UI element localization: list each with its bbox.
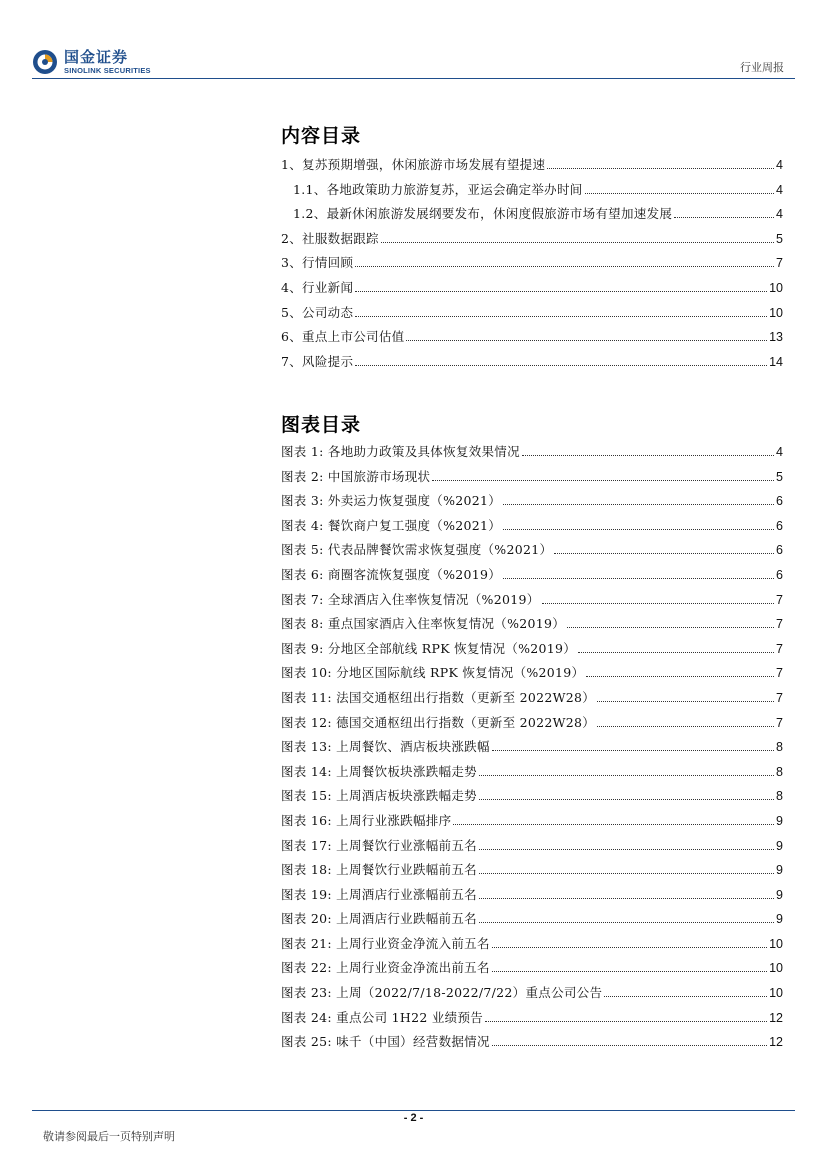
- toc-entry[interactable]: [281, 253, 783, 278]
- figure-entry-page: 6: [776, 567, 783, 582]
- figure-entry[interactable]: [281, 885, 783, 910]
- figure-entry-page: 10: [769, 961, 783, 976]
- figure-entry[interactable]: [281, 762, 783, 787]
- toc-entry-page: 10: [769, 280, 783, 295]
- figure-entry[interactable]: [281, 713, 783, 738]
- logo-english-name: SINOLINK SECURITIES: [64, 66, 151, 75]
- toc-entry-page: 4: [776, 182, 783, 197]
- dot-leader: [674, 217, 774, 218]
- dot-leader: [479, 775, 774, 776]
- dot-leader: [492, 750, 774, 751]
- dot-leader: [479, 898, 774, 899]
- dot-leader: [586, 676, 774, 677]
- figure-entry-label: 图表 5: 代表品牌餐饮需求恢复强度（%2021）: [281, 542, 553, 558]
- toc-entry[interactable]: [281, 303, 783, 328]
- dot-leader: [406, 340, 767, 341]
- figure-entry-label: 图表 21: 上周行业资金净流入前五名: [281, 935, 490, 951]
- figure-entry[interactable]: [281, 442, 783, 467]
- figure-entry[interactable]: [281, 811, 783, 836]
- figure-entry[interactable]: [281, 516, 783, 541]
- dot-leader: [355, 316, 767, 317]
- figure-entry-label: 图表 22: 上周行业资金净流出前五名: [281, 960, 490, 976]
- figure-entry-label: 图表 20: 上周酒店行业跌幅前五名: [281, 911, 477, 927]
- figure-entry-page: 7: [776, 641, 783, 656]
- toc-entry-page: 10: [769, 305, 783, 320]
- dot-leader: [453, 824, 774, 825]
- figure-entry-label: 图表 6: 商圈客流恢复强度（%2019）: [281, 566, 502, 582]
- figure-entry-page: 7: [776, 666, 783, 681]
- figure-entry-label: 图表 23: 上周（2022/7/18-2022/7/22）重点公司公告: [281, 985, 603, 1001]
- figure-entry[interactable]: [281, 836, 783, 861]
- disclaimer: 敬请参阅最后一页特别声明: [43, 1130, 175, 1143]
- figure-entry[interactable]: [281, 1032, 783, 1057]
- toc-entry-label: 2、社服数据跟踪: [281, 230, 379, 246]
- figure-entry-page: 10: [769, 986, 783, 1001]
- toc-entry-label: 3、行情回顾: [281, 255, 354, 271]
- toc-entry-page: 13: [769, 330, 783, 345]
- figure-entry[interactable]: [281, 737, 783, 762]
- dot-leader: [479, 799, 774, 800]
- figure-entry[interactable]: [281, 491, 783, 516]
- figure-entry-page: 10: [769, 936, 783, 951]
- dot-leader: [522, 455, 774, 456]
- figure-entry[interactable]: [281, 639, 783, 664]
- dot-leader: [485, 1021, 767, 1022]
- toc-entry[interactable]: [281, 204, 783, 229]
- toc-entry[interactable]: [281, 155, 783, 180]
- figure-entry-label: 图表 17: 上周餐饮行业涨幅前五名: [281, 837, 477, 853]
- toc-entry-label: 4、行业新闻: [281, 279, 354, 295]
- figure-entry-page: 8: [776, 740, 783, 755]
- footer-divider: [32, 1110, 795, 1111]
- report-type: 行业周报: [740, 61, 784, 74]
- figure-entry-page: 9: [776, 838, 783, 853]
- figure-entry[interactable]: [281, 614, 783, 639]
- toc-title: 内容目录: [281, 125, 362, 147]
- company-logo: [32, 44, 151, 80]
- logo-chinese-name: 国金证券: [64, 48, 129, 66]
- page-number: - 2 -: [403, 1112, 424, 1124]
- figure-entry-page: 7: [776, 617, 783, 632]
- figure-entry-page: 9: [776, 887, 783, 902]
- dot-leader: [597, 726, 774, 727]
- toc-entry[interactable]: [281, 180, 783, 205]
- toc-entry-label: 5、公司动态: [281, 304, 354, 320]
- dot-leader: [547, 168, 774, 169]
- figure-entry-label: 图表 12: 德国交通枢纽出行指数（更新至 2022W28）: [281, 714, 596, 730]
- dot-leader: [432, 480, 774, 481]
- toc-entry-label: 6、重点上市公司估值: [281, 329, 405, 345]
- dot-leader: [479, 922, 774, 923]
- toc-entry[interactable]: [281, 352, 783, 377]
- figure-entry-page: 8: [776, 789, 783, 804]
- toc-entry[interactable]: [281, 327, 783, 352]
- toc-entry-page: 4: [776, 207, 783, 222]
- figure-entry[interactable]: [281, 958, 783, 983]
- figure-entry-label: 图表 11: 法国交通枢纽出行指数（更新至 2022W28）: [281, 689, 596, 705]
- figure-entry-page: 12: [769, 1010, 783, 1025]
- figure-entry[interactable]: [281, 540, 783, 565]
- figure-entry[interactable]: [281, 1008, 783, 1033]
- figure-entry[interactable]: [281, 786, 783, 811]
- dot-leader: [355, 365, 767, 366]
- dot-leader: [492, 947, 767, 948]
- dot-leader: [567, 627, 774, 628]
- figure-entry-label: 图表 2: 中国旅游市场现状: [281, 468, 431, 484]
- toc-entry-label: 7、风险提示: [281, 353, 354, 369]
- figure-entry-label: 图表 19: 上周酒店行业涨幅前五名: [281, 886, 477, 902]
- dot-leader: [479, 873, 774, 874]
- figure-entry[interactable]: [281, 934, 783, 959]
- figure-entry-label: 图表 13: 上周餐饮、酒店板块涨跌幅: [281, 739, 490, 755]
- figure-entry-label: 图表 4: 餐饮商户复工强度（%2021）: [281, 517, 502, 533]
- figure-entry-label: 图表 24: 重点公司 1H22 业绩预告: [281, 1009, 484, 1025]
- figure-entry-page: 7: [776, 592, 783, 607]
- figure-entry-label: 图表 10: 分地区国际航线 RPK 恢复情况（%2019）: [281, 665, 585, 681]
- figure-entry-page: 6: [776, 543, 783, 558]
- figure-entry-label: 图表 3: 外卖运力恢复强度（%2021）: [281, 493, 502, 509]
- figure-entry-page: 6: [776, 518, 783, 533]
- figure-entry[interactable]: [281, 688, 783, 713]
- figure-entry-label: 图表 1: 各地助力政策及具体恢复效果情况: [281, 444, 520, 459]
- dot-leader: [492, 1045, 767, 1046]
- figure-entry-page: 8: [776, 764, 783, 779]
- dot-leader: [355, 291, 767, 292]
- dot-leader: [355, 266, 774, 267]
- dot-leader: [578, 652, 774, 653]
- figure-entry-label: 图表 8: 重点国家酒店入住率恢复情况（%2019）: [281, 616, 566, 632]
- dot-leader: [503, 578, 774, 579]
- figure-entry[interactable]: [281, 467, 783, 492]
- figure-entry-label: 图表 16: 上周行业涨跌幅排序: [281, 812, 452, 828]
- logo-mark-icon: [32, 49, 58, 75]
- figure-entry-page: 5: [776, 469, 783, 484]
- figure-entry-label: 图表 7: 全球酒店入住率恢复情况（%2019）: [281, 591, 540, 607]
- toc-list: [281, 155, 783, 376]
- figure-entry-page: 7: [776, 715, 783, 730]
- figure-entry[interactable]: [281, 860, 783, 885]
- dot-leader: [585, 193, 774, 194]
- figure-entry[interactable]: [281, 590, 783, 615]
- figure-entry-label: 图表 18: 上周餐饮行业跌幅前五名: [281, 862, 477, 878]
- toc-entry-label: 1、复苏预期增强，休闲旅游市场发展有望提速: [281, 157, 546, 172]
- toc-entry-page: 7: [776, 256, 783, 271]
- figure-entry-page: 6: [776, 494, 783, 509]
- figure-entry-page: 12: [769, 1035, 783, 1050]
- toc-entry[interactable]: [281, 278, 783, 303]
- toc-entry-label: 1.2、最新休闲旅游发展纲要发布，休闲度假旅游市场有望加速发展: [293, 206, 673, 222]
- toc-entry-page: 5: [776, 231, 783, 246]
- toc-entry-page: 4: [776, 158, 783, 172]
- figure-entry[interactable]: [281, 909, 783, 934]
- figure-entry-page: 9: [776, 813, 783, 828]
- dot-leader: [503, 504, 774, 505]
- dot-leader: [554, 553, 774, 554]
- figure-list-title: 图表目录: [281, 414, 362, 436]
- figure-entry[interactable]: [281, 663, 783, 688]
- figure-entry[interactable]: [281, 983, 783, 1008]
- header-divider: [32, 78, 795, 79]
- toc-entry-label: 1.1、各地政策助力旅游复苏，亚运会确定举办时间: [293, 181, 583, 197]
- figure-entry-page: 9: [776, 863, 783, 878]
- figure-list: [281, 442, 783, 1057]
- toc-entry[interactable]: [281, 229, 783, 254]
- figure-entry[interactable]: [281, 565, 783, 590]
- dot-leader: [479, 849, 774, 850]
- dot-leader: [381, 242, 774, 243]
- dot-leader: [604, 996, 767, 997]
- dot-leader: [492, 971, 767, 972]
- dot-leader: [597, 701, 774, 702]
- figure-entry-label: 图表 15: 上周酒店板块涨跌幅走势: [281, 788, 477, 804]
- dot-leader: [542, 603, 775, 604]
- figure-entry-label: 图表 25: 味千（中国）经营数据情况: [281, 1034, 490, 1050]
- dot-leader: [503, 529, 774, 530]
- figure-entry-page: 9: [776, 912, 783, 927]
- figure-entry-label: 图表 9: 分地区全部航线 RPK 恢复情况（%2019）: [281, 640, 577, 656]
- figure-entry-page: 4: [776, 445, 783, 459]
- toc-entry-page: 14: [769, 354, 783, 369]
- figure-entry-label: 图表 14: 上周餐饮板块涨跌幅走势: [281, 763, 477, 779]
- figure-entry-page: 7: [776, 690, 783, 705]
